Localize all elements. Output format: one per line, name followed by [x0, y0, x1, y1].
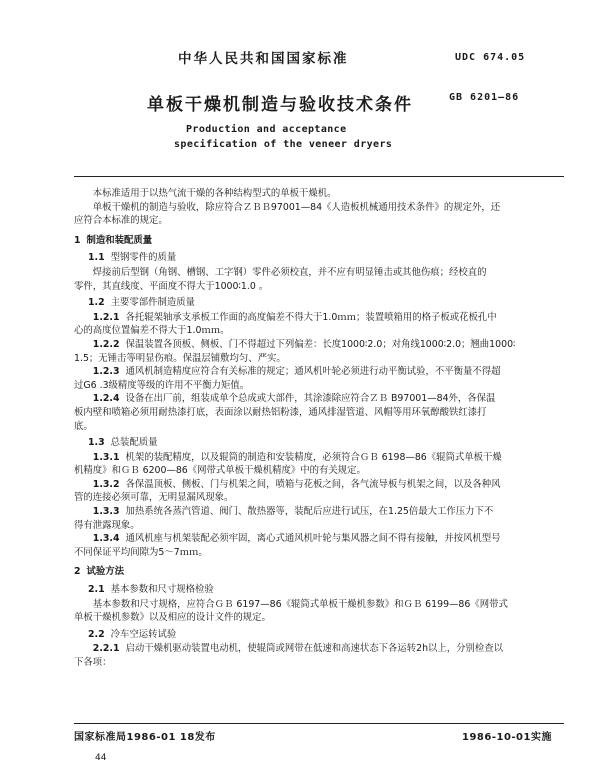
text-line — [74, 505, 554, 519]
clause-text: 加热系统各蒸汽管道、阀门、散热器等，装配后应进行试压，在1.25倍最大工作压力下不 — [125, 506, 494, 518]
clause-number: 1.2.1 — [92, 311, 120, 323]
text-line: 应符合本标准的规定。 — [74, 215, 168, 227]
subsection-number: 1.3 — [88, 437, 105, 449]
text-line — [74, 338, 554, 352]
clause-number: 1.3.1 — [92, 451, 120, 463]
intro-paragraph-1: 本标准适用于以热气流干燥的各种结构型式的单板干燥机。 — [92, 188, 337, 199]
subsection-title: 总装配质量 — [110, 437, 158, 449]
subsection-heading — [74, 436, 554, 450]
text-line — [74, 365, 554, 379]
subsection-number: 2.2 — [88, 628, 105, 640]
clause-1-2-1 — [74, 311, 554, 338]
text-line: 底。 — [74, 420, 93, 432]
paragraph — [74, 266, 554, 293]
text-line: 基本参数和尺寸规格，应符合ＧＢ 6197—86《辊筒式单板干燥机参数》和ＧＢ 6199—86《网带式 — [92, 598, 508, 610]
section-number: 1 — [74, 234, 81, 246]
subsection-heading — [74, 628, 554, 642]
document-title: 单板干燥机制造与验收技术条件 — [147, 95, 413, 115]
text-line: 心的高度位置偏差不得大于1.0ｍｍ。 — [74, 325, 230, 337]
clause-1-3-2 — [74, 478, 554, 505]
section-title: 制造和装配质量 — [86, 234, 153, 246]
text-line — [74, 311, 554, 325]
udc-code: UDC 674.05 — [455, 52, 526, 63]
text-line: 得有泄露现象。 — [74, 519, 140, 531]
subsection-heading — [74, 296, 554, 310]
issue-date: 国家标准局1986-01 18发布 — [74, 732, 216, 743]
text-line: 1.5；无锤击等明显伤痕。保温层铺敷均匀、严实。 — [74, 352, 286, 364]
clause-text: 设备在出厂前，组装成单个总成或大部件，其涂漆除应符合ＺＢ B97001—84外，各保温 — [125, 393, 496, 405]
text-line: 零件，其直线度、平面度不得大于1000∶1.0 。 — [74, 280, 269, 292]
clause-text: 通风机制造精度应符合有关标准的规定；通风机叶轮必须进行动平衡试验，不平衡量不得超 — [125, 366, 501, 378]
clause-text: 通风机座与机架装配必须牢固，离心式通风机叶轮与集风器之间不得有接触，并按风机型号 — [125, 533, 501, 545]
section-heading — [74, 565, 554, 579]
section-title: 试验方法 — [86, 566, 125, 578]
clause-text: 机架的装配精度，以及辊筒的制造和安装精度，必须符合ＧＢ 6198—86《辊筒式单板干燥 — [125, 451, 502, 463]
text-line: 单板干燥机的制造与验收，除应符合ＺＢＢ97001—84《人造板机械通用技术条件》的规定外，还 — [92, 201, 501, 213]
text-line: 管的连接必须可靠，无明显漏风现象。 — [74, 492, 234, 504]
clause-1-2-2 — [74, 338, 554, 365]
section-number: 2 — [74, 566, 81, 578]
text-line — [74, 478, 554, 492]
text-line — [74, 532, 554, 546]
subsection-title: 型钢零件的质量 — [110, 252, 177, 264]
text-line: 板内壁和喷箱必须用耐热漆打底，表面涂以耐热铝粉漆，通风排湿管道、风帽等用环氧醇酸铁红漆打 — [74, 406, 487, 418]
clause-number: 1.3.2 — [92, 478, 120, 490]
text-line: 单板干燥机参数》以及相应的设计文件的规定。 — [74, 612, 271, 624]
english-title-line-2: specification of the veneer dryers — [174, 139, 393, 150]
clause-text: 保温装置各顶板、侧板、门不得超过下列偏差：长度1000∶2.0；对角线1000∶2.0；翘曲1000∶ — [125, 338, 516, 350]
clause-1-3-3 — [74, 505, 554, 532]
clause-text: 各托辊架轴承支承板工作面的高度偏差不得大于1.0ｍｍ；装置喷箱用的格子板或花板孔中 — [125, 311, 497, 323]
clause-number: 1.3.3 — [92, 506, 120, 518]
clause-text: 启动干燥机驱动装置电动机，使辊筒或网带在低速和高速状态下各运转2h以上，分别检查以 — [125, 643, 504, 655]
clause-1-2-4 — [74, 392, 554, 433]
subsection-number: 1.1 — [88, 252, 105, 264]
clause-number: 2.2.1 — [92, 643, 120, 655]
text-line: 机精度》和ＧＢ 6200—86《网带式单板干燥机精度》中的有关规定。 — [74, 465, 366, 477]
intro-paragraph-2 — [74, 201, 554, 228]
clause-number: 1.2.4 — [92, 393, 120, 405]
clause-number: 1.2.2 — [92, 338, 120, 350]
subsection-heading — [74, 251, 554, 265]
clause-1-3-1 — [74, 451, 554, 478]
clause-number: 1.2.3 — [92, 366, 120, 378]
subsection-number: 2.1 — [88, 584, 105, 596]
text-line — [74, 451, 554, 465]
subsection-number: 1.2 — [88, 297, 105, 309]
gb-number: GB 6201—86 — [449, 92, 520, 103]
text-line — [74, 392, 554, 406]
text-line — [74, 642, 554, 656]
text-line: 过G6 .3级精度等级的许用不平衡力矩值。 — [74, 379, 250, 391]
bottom-divider — [74, 723, 564, 724]
subsection-title: 主要零部件制造质量 — [110, 297, 195, 309]
clause-1-3-4 — [74, 532, 554, 559]
page-number: 44 — [95, 753, 107, 763]
subsection-heading — [74, 583, 554, 597]
standard-header: 中华人民共和国国家标准 — [178, 51, 349, 67]
text-line: 不同保证平均间隙为5～7ｍｍ。 — [74, 546, 208, 558]
clause-2-2-1 — [74, 642, 554, 669]
text-line: 焊接前后型钢（角钢、槽钢、工字钢）零件必须校直，并不应有明显锤击或其他伤痕；经校直的 — [92, 266, 487, 278]
subsection-title: 冷车空运转试验 — [110, 628, 177, 640]
subsection-title: 基本参数和尺寸规格检验 — [110, 584, 214, 596]
clause-text: 各保温顶板、侧板、门与机架之间，喷箱与花板之间，各气流导板与机架之间，以及各种风 — [125, 478, 501, 490]
document-body — [74, 187, 554, 670]
effective-date: 1986-10-01实施 — [462, 732, 552, 743]
top-divider — [74, 176, 564, 177]
paragraph — [74, 598, 554, 625]
text-line: 下各项： — [74, 657, 112, 668]
clause-number: 1.3.4 — [92, 533, 120, 545]
english-title-line-1: Production and acceptance — [186, 124, 347, 135]
section-heading — [74, 234, 554, 248]
clause-1-2-3 — [74, 365, 554, 392]
